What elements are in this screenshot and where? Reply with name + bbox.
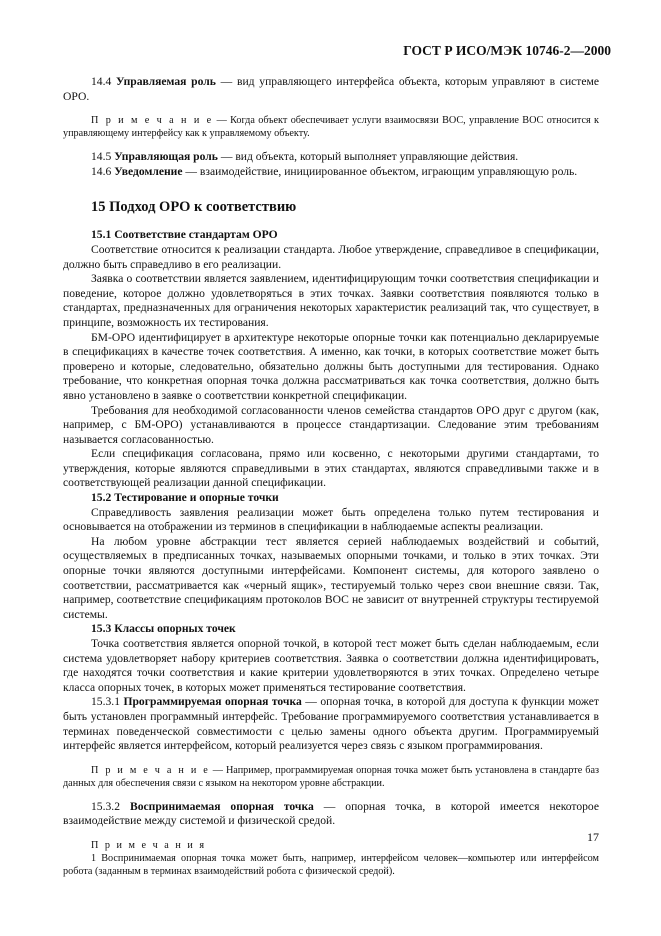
clause-number: 14.4: [91, 75, 112, 88]
page-content: [63, 75, 599, 878]
definition: — вид управляющего интерфейса объекта, которым управляют в системе ОРО.: [63, 75, 600, 103]
clause-14-5: [63, 150, 599, 165]
subsection-15-2-heading: 15.2 Тестирование и опорные точки: [91, 491, 279, 505]
definition: — опорная точка, в которой для доступа к функции может быть установлен программный интерфейс. Требование программируемого соответствия устанавливается в терминах поведенческой совместимости с целью замены одного объекта другим. Программируемый интерфейс является интерфейсом, который реализуется через связь с языком программирования.: [63, 695, 599, 753]
clause-15-3-2: [63, 800, 599, 829]
clause-number: 15.3.1: [91, 695, 120, 709]
term: Уведомление: [114, 164, 183, 178]
subsection-15-1-heading: 15.1 Соответствие стандартам ОРО: [91, 228, 278, 242]
term: Программируемая опорная точка: [123, 695, 302, 709]
section-15-title: 15 Подход ОРО к соответствию: [91, 199, 297, 216]
term: Управляемая роль: [116, 75, 216, 88]
clause-number: 14.6: [91, 164, 112, 178]
clause-14-4: [63, 75, 599, 104]
paragraph: БМ-ОРО идентифицирует в архитектуре некоторые опорные точки как потенциально декларируемые в спецификациях в качестве точек соответствия. А именно, как точки, в которых соответствие может быть проверено и которые, следовательно, обязательно должны быть доступными для тестирования. Однако требование, что конкретная опорная точка должна рассматриваться как точка соответствия, должно быть явно установлено в заявке о соответствии конкретной спецификации.: [63, 330, 599, 402]
paragraph: Соответствие относится к реализации стандарта. Любое утверждение, справедливое в спецификации, должно быть справедливо в его реализации.: [63, 242, 599, 271]
paragraph: Если спецификация согласована, прямо или косвенно, с некоторыми другими стандартами, то утверждения, которые являются справедливыми в этих стандартах, являются справедливыми также и в соответствующей реализации данной спецификации.: [63, 447, 599, 490]
subsection-15-3-heading: 15.3 Классы опорных точек: [91, 622, 236, 636]
note-text: — Когда объект обеспечивает услуги взаимосвязи ВОС, управление ВОС относится к управляющему интерфейсу как к управляемому объекту.: [63, 115, 599, 140]
note-label: П р и м е ч а н и е: [91, 764, 210, 776]
clause-number: 15.3.2: [91, 799, 120, 813]
definition: — вид объекта, который выполняет управляющие действия.: [217, 150, 519, 164]
note-text: — Например, программируемая опорная точка может быть установлена в стандарте баз данных для обеспечения связи с языком на некотором уровне абстракции.: [63, 764, 599, 789]
note-label: П р и м е ч а н и е: [91, 115, 214, 127]
clause-number: 14.5: [91, 150, 112, 164]
notes-label: П р и м е ч а н и я: [91, 839, 207, 851]
clause-14-6: [63, 165, 599, 180]
page-number: 17: [587, 830, 599, 844]
definition: — опорная точка, в которой имеется некоторое взаимодействие между системой и физической средой.: [63, 799, 600, 828]
note-1: [63, 114, 599, 140]
clause-15-3-1: [63, 695, 599, 753]
paragraph: Справедливость заявления реализации может быть определена только путем тестирования и основывается на отображении из терминов в спецификации в наблюдаемые аспекты реализации.: [63, 505, 599, 534]
term: Управляющая роль: [114, 150, 218, 164]
term: Воспринимаемая опорная точка: [129, 799, 314, 813]
document-header: ГОСТ Р ИСО/МЭК 10746-2—2000: [403, 43, 611, 58]
paragraph: Заявка о соответствии является заявлением, идентифицирующим точки соответствия спецификации и поведение, которое должно удовлетворяться в этих точках. Заявки соответствия появляются только в стандартах, предназначенных для ограничения некоторых характеристик реализаций так, что существует, в принципе, возможность их тестирования.: [63, 272, 599, 329]
paragraph: Требования для необходимой согласованности членов семейства стандартов ОРО друг с другом (как, например, с БМ-ОРО) устанавливаются в процессе стандартизации. Следование этим требованиям называется согласованностью.: [63, 403, 599, 446]
note-item-1: 1 Воспринимаемая опорная точка может быть, например, интерфейсом человек—компьютер или интерфейсом робота (заданным в терминах взаимодействий робота с физической средой).: [63, 852, 599, 877]
paragraph: На любом уровне абстракции тест является серией наблюдаемых воздействий и событий, осуществляемых в предписанных точках, называемых опорными точками, и только в этих точках. Эти опорные точки являются доступными интерфейсами. Компонент системы, для которого заявлено о соответствии, рассматривается как «черный ящик», тестируемый только через свои внешние связи. Так, например, соответствие спецификациям протоколов ВОС не зависит от внутренней структуры тестируемой системы.: [63, 534, 599, 621]
note-2: [63, 764, 599, 790]
paragraph: Точка соответствия является опорной точкой, в которой тест может быть сделан наблюдаемым, если система удовлетворяет набору критериев соответствия. Заявка о соответствии должна идентифицировать, где находятся точки соответствия и какие критерии удовлетворяются в этих точках. Определено четыре класса опорных точек, в которых может применяться тестирование соответствия.: [63, 637, 599, 694]
definition: — взаимодействие, инициированное объектом, играющим управляющую роль.: [182, 164, 578, 178]
